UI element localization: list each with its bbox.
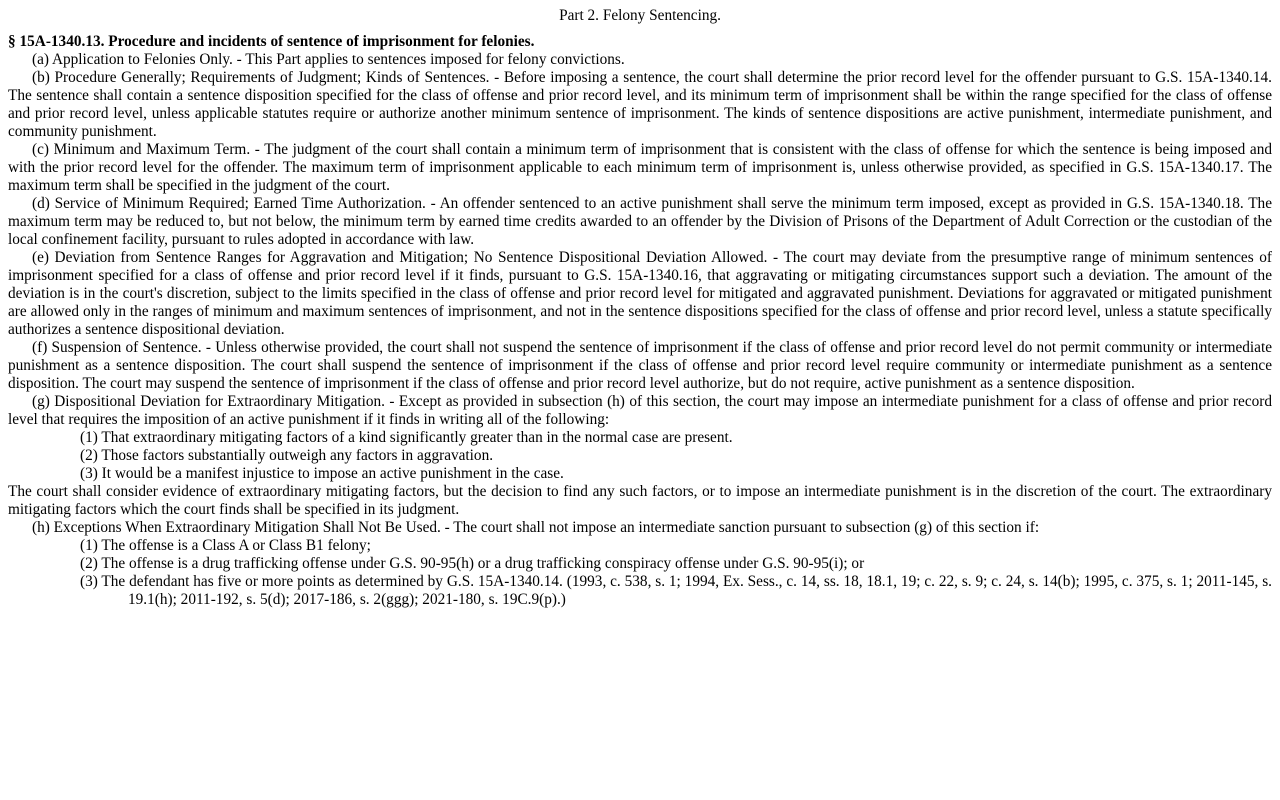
- subsection-h-item-2: (2) The offense is a drug trafficking offense under G.S. 90-95(h) or a drug trafficking conspiracy offense under G.S. 90-95(i); or: [80, 555, 865, 572]
- subsection-d: (d) Service of Minimum Required; Earned Time Authorization. - An offender sentenced to an active punishment shall serve the minimum term imposed, except as provided in G.S. 15A-1340.18. The maximum term may be reduced to, but not below, the minimum term by earned time credits awarded to an offender by the Division of Prisons of the Department of Adult Correction or the custodian of the local confinement facility, pursuant to rules adopted in accordance with law.: [8, 195, 1272, 248]
- subsection-b: (b) Procedure Generally; Requirements of Judgment; Kinds of Sentences. - Before imposing a sentence, the court shall determine the prior record level for the offender pursuant to G.S. 15A-1340.14. The sentence shall contain a sentence disposition specified for the class of offense and prior record level, and its minimum term of imprisonment shall be within the range specified for the class of offense and prior record level, unless applicable statutes require or authorize another minimum sentence of imprisonment. The kinds of sentence dispositions are active punishment, intermediate punishment, and community punishment.: [8, 69, 1272, 140]
- subsection-g-item-3: (3) It would be a manifest injustice to impose an active punishment in the case.: [80, 465, 564, 482]
- subsection-g-item-1: (1) That extraordinary mitigating factors of a kind significantly greater than in the normal case are present.: [80, 429, 733, 446]
- subsection-h-item-1: (1) The offense is a Class A or Class B1 felony;: [80, 537, 371, 554]
- subsection-g-tail: The court shall consider evidence of extraordinary mitigating factors, but the decision to find any such factors, or to impose an intermediate punishment is in the discretion of the court. The extraordinary mitigating factors which the court finds shall be specified in its judgment.: [8, 483, 1272, 518]
- subsection-c: (c) Minimum and Maximum Term. - The judgment of the court shall contain a minimum term of imprisonment that is consistent with the class of offense for which the sentence is being imposed and with the prior record level for the offender. The maximum term of imprisonment applicable to each minimum term of imprisonment is, unless otherwise provided, as specified in G.S. 15A-1340.17. The maximum term shall be specified in the judgment of the court.: [8, 141, 1272, 194]
- subsection-h: (h) Exceptions When Extraordinary Mitigation Shall Not Be Used. - The court shall not impose an intermediate sanction pursuant to subsection (g) of this section if:: [32, 519, 1040, 536]
- subsection-g-item-2: (2) Those factors substantially outweigh any factors in aggravation.: [80, 447, 494, 464]
- subsection-f: (f) Suspension of Sentence. - Unless otherwise provided, the court shall not suspend the sentence of imprisonment if the class of offense and prior record level do not permit community or intermediate punishment as a sentence disposition. The court shall suspend the sentence of imprisonment if the class of offense and prior record level require community or intermediate punishment as a sentence disposition. The court may suspend the sentence of imprisonment if the class of offense and prior record level authorize, but do not require, active punishment as a sentence disposition.: [8, 339, 1272, 392]
- subsection-e: (e) Deviation from Sentence Ranges for Aggravation and Mitigation; No Sentence Dispositional Deviation Allowed. - The court may deviate from the presumptive range of minimum sentences of imprisonment specified for a class of offense and prior record level if it finds, pursuant to G.S. 15A-1340.16, that aggravating or mitigating circumstances support such a deviation. The amount of the deviation is in the court's discretion, subject to the limits specified in the class of offense and prior record level for mitigated and aggravated punishment. Deviations for aggravated or mitigated punishment are allowed only in the ranges of minimum and maximum sentences of imprisonment, and not in the sentence dispositions specified for the class of offense and prior record level, unless a statute specifically authorizes a sentence dispositional deviation.: [8, 249, 1272, 338]
- part-title: Part 2. Felony Sentencing.: [559, 7, 721, 24]
- subsection-g: (g) Dispositional Deviation for Extraordinary Mitigation. - Except as provided in subsection (h) of this section, the court may impose an intermediate punishment for a class of offense and prior record level that requires the imposition of an active punishment if it finds in writing all of the following:: [8, 393, 1272, 428]
- subsection-a: (a) Application to Felonies Only. - This Part applies to sentences imposed for felony convictions.: [32, 51, 625, 68]
- section-heading: § 15A-1340.13. Procedure and incidents of sentence of imprisonment for felonies.: [8, 33, 535, 50]
- subsection-h-item-3: (3) The defendant has five or more points as determined by G.S. 15A-1340.14. (1993, c. 538, s. 1; 1994, Ex. Sess., c. 14, ss. 18, 18.1, 19; c. 22, s. 9; c. 24, s. 14(b); 1995, c. 375, s. 1; 2011-145, s. 19.1(h); 2011-192, s. 5(d); 2017-186, s. 2(ggg); 2021-180, s. 19C.9(p).): [80, 573, 1272, 608]
